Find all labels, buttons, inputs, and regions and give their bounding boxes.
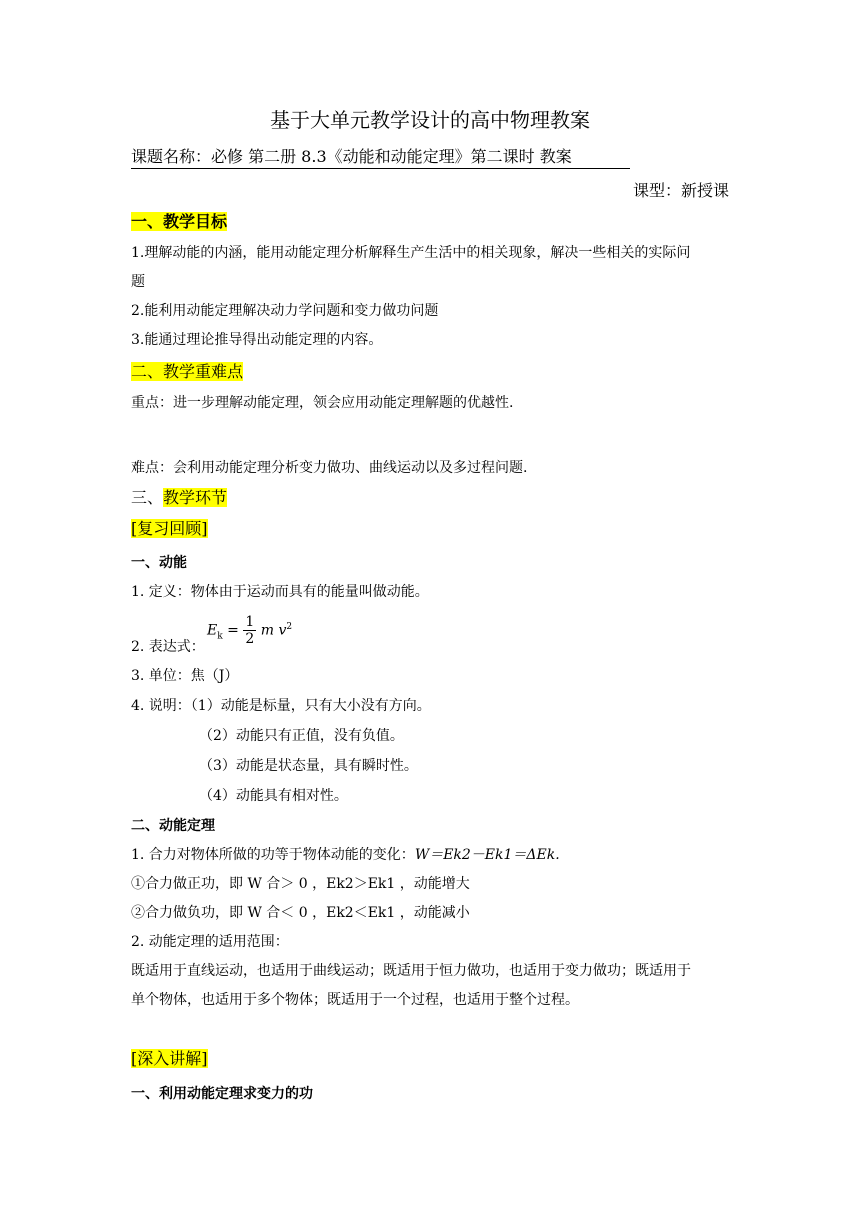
section-process-prefix: 三、 bbox=[131, 488, 164, 507]
positive-work: ①合力做正功，即 W 合＞ 0 ，Ek2＞Ek1 ，动能增大 bbox=[131, 876, 470, 892]
section-process-heading: 教学环节 bbox=[163, 488, 228, 507]
objective-3: 3.能通过理论推导得出动能定理的内容。 bbox=[131, 332, 383, 348]
theorem-formula: W＝Ek2－Ek1＝ΔEk. bbox=[414, 847, 560, 863]
ke-unit: 3. 单位：焦（J） bbox=[131, 668, 239, 684]
review-label: [复习回顾] bbox=[131, 519, 208, 538]
difficult-point: 难点：会利用动能定理分析变力做功、曲线运动以及多过程问题. bbox=[131, 460, 528, 476]
scope-text-1: 既适用于直线运动，也适用于曲线运动；既适用于恒力做功，也适用于变力做功；既适用于 bbox=[131, 963, 691, 979]
objective-2: 2.能利用动能定理解决动力学问题和变力做功问题 bbox=[131, 303, 439, 319]
ke-note-4: （4）动能具有相对性。 bbox=[199, 788, 348, 804]
document-title: 基于大单元教学设计的高中物理教案 bbox=[270, 108, 590, 132]
ke-expression-label: 2. 表达式： bbox=[131, 639, 205, 655]
scope-heading: 2. 动能定理的适用范围： bbox=[131, 934, 289, 950]
variable-force-heading: 一、利用动能定理求变力的功 bbox=[131, 1086, 313, 1102]
objective-1: 1.理解动能的内涵，能用动能定理分析解释生产生活中的相关现象，解决一些相关的实际问 bbox=[131, 245, 691, 261]
scope-text-2: 单个物体，也适用于多个物体；既适用于一个过程，也适用于整个过程。 bbox=[131, 992, 579, 1008]
kinetic-energy-heading: 一、动能 bbox=[131, 555, 187, 571]
section-keypoints-heading: 二、教学重难点 bbox=[131, 362, 244, 381]
ke-note-3: （3）动能是状态量，具有瞬时性。 bbox=[199, 758, 418, 774]
theorem-heading: 二、动能定理 bbox=[131, 818, 215, 834]
ke-note-2: （2）动能只有正值，没有负值。 bbox=[199, 728, 404, 744]
course-name: 课题名称：必修 第二册 8.3《动能和动能定理》第二课时 教案 bbox=[131, 146, 630, 169]
section-objectives-heading: 一、教学目标 bbox=[131, 212, 228, 231]
ke-definition: 1. 定义：物体由于运动而具有的能量叫做动能。 bbox=[131, 584, 429, 600]
ke-note-1: 4. 说明：（1）动能是标量，只有大小没有方向。 bbox=[131, 698, 431, 714]
objective-1-cont: 题 bbox=[131, 274, 145, 290]
theorem-statement: 1. 合力对物体所做的功等于物体动能的变化： bbox=[131, 847, 415, 863]
deep-explanation-label: [深入讲解] bbox=[131, 1049, 208, 1068]
ke-formula: $E_k$ = $\frac{1}{2}$ m $v^2$ bbox=[207, 614, 293, 647]
lesson-type: 课型：新授课 bbox=[632, 181, 729, 200]
negative-work: ②合力做负功，即 W 合＜ 0 ，Ek2＜Ek1 ，动能减小 bbox=[131, 905, 470, 921]
key-point: 重点：进一步理解动能定理，领会应用动能定理解题的优越性. bbox=[131, 395, 514, 411]
